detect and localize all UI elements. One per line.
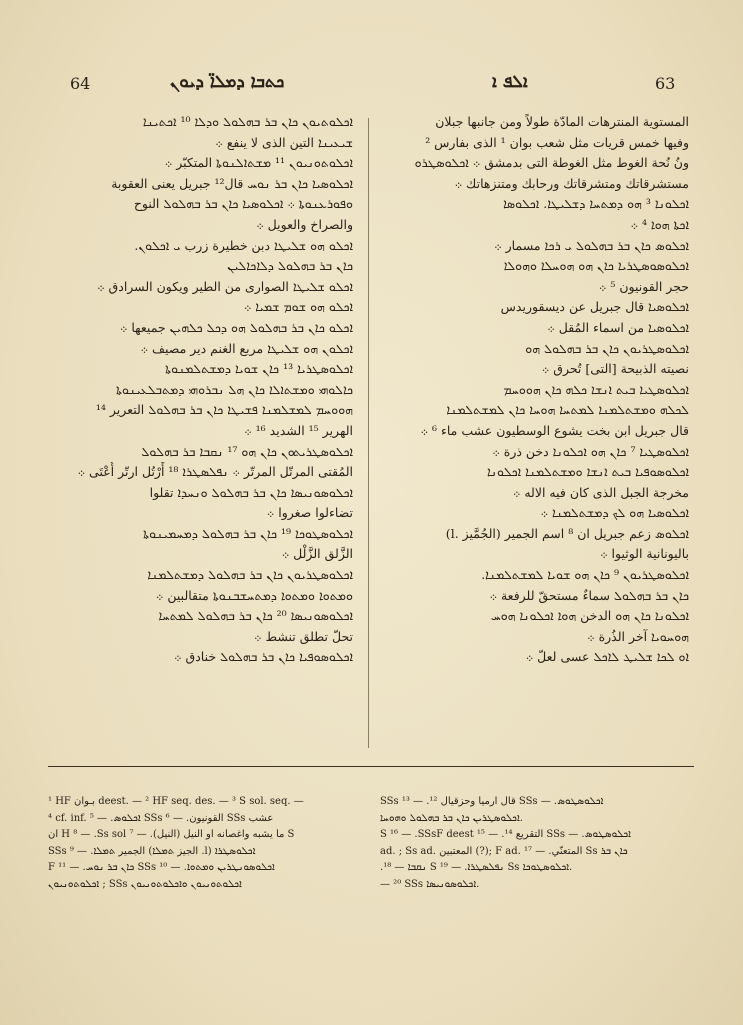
text-line: ܐܟܠܘܣܛܪܝܘܢ ܟܐܢ ܒܪ ܒܗܠܘܠ ܕܡܫܬܠܡܢܐ xyxy=(147,567,353,583)
text-line: ܗܘܚܘܝܐ آخر الذُرة ܀ xyxy=(587,628,689,644)
text-line: والصراخ والعويل ܀ xyxy=(256,216,353,232)
footnote-line: SSs ⁹ — .الجمير ܬܡܠܐ (الجيز ܬܡܠܐ .l) ܐܟܠܘܣܛܪܐ xyxy=(48,845,256,857)
footnote-line: SSs ¹³ — .قال ارميا وحزقيال ¹² SSs — .ܐܟܠܘܣܛܘܣ xyxy=(380,796,604,807)
text-line: قال جبريل ابن بخت يشوع الوسطيون عشب ماء ⁶ ܀ xyxy=(420,422,689,438)
text-line: ܐܟܠܘܣܛܘܟܐ ¹⁹ ܟܐܢ ܒܪ ܒܗܠܘܠ ܕܡܚܡܝܢܘܬܐ xyxy=(143,525,353,541)
text-line: ܫܝܥܝܢܐ التين الذى لا ينفع ܀ xyxy=(215,134,353,150)
text-line: ܐܟܠܘܣܝܐ قال جبريل عن ديسقوريدس xyxy=(500,299,689,315)
footnote-line: ܐܟܠܘܬܘܢܝܘܢ ; SSs ܐܟܠܘܬܘܢܝܘܢ ܘܐܟܠܘܬܘܢܝܘܢ xyxy=(48,878,242,890)
text-line: ܐܟܠܘܣܝܐ ܟܐܢ ܒܪ ܢܘܚ قال¹² جبريل يعنى العقوبة xyxy=(111,175,353,191)
text-line: ܐܟܠܘܢ ܗܘ ܫܠܝܛܐ مربع الغنم دير مصيف ܀ xyxy=(140,340,353,356)
footnote-line: ان H ⁸ — .Ss sol ⁷ — .ما يشبه واغصانه او النيل (النيل) S xyxy=(48,829,295,841)
left-page-number: 64 xyxy=(70,74,91,93)
text-line: ܐܟܠܘ ܗܘ ܫܠܝܛܐ دبن خطيرة زرب ܝ ܐܟܠܘܢ. xyxy=(134,237,353,253)
left-column-text xyxy=(48,112,353,668)
text-line: ܐܟܠܘܢܐ ܟܐܢ ܗܘ الدخن ܗܘܐ ܐܟܠܘܢܐ ܗܘܚ xyxy=(490,608,689,624)
text-line: باليونانية الوثيوا ܀ xyxy=(600,546,689,562)
text-line: ܐܟܠܘܬܝܘܢ ܟܐܢ ܒܪ ܒܗܠܘܠ ܘܕܠܐ ¹⁰ ܐܟܬܝܢܐ xyxy=(142,114,353,129)
text-line: ܠܟܠܗ ܘܡܫܬܠܡܢܐ ܠܡܬܚܐ ܗܘܚܐ ܟܐܢ ܠܡܫܬܠܡܢܐ xyxy=(446,402,689,418)
text-line: ܐܟܠܘܣܝܐ من اسماء المُقل ܀ xyxy=(547,319,689,335)
text-line: ܐܟܠܘܬܘܢܝܘܢ ¹¹ ܡܫܬܐܠܢܘܬܐ المتكبّر ܀ xyxy=(164,155,353,171)
right-running-head: ܐܠܦ ܐ xyxy=(492,72,528,92)
text-line: ܐܟܠܘܣܘܦܝܐ ܒܝܬ ܐܢܫܐ ܘܡܫܬܠܡܢܐ ܐܟܠܘܢܐ xyxy=(486,464,689,480)
text-line: نصيته الذبيحة [التى] تُحرق ܀ xyxy=(541,361,689,377)
text-line: تحلّ تطلق تنشط ܀ xyxy=(254,628,353,644)
footnote-line: S ¹⁶ — .SSsF deest ¹⁵ — .التقريع ¹⁴ SSs — .ܐܟܠܘܣܛܘܣ xyxy=(380,829,631,841)
text-line: ܐܟܠܘܣ ܟܐܢ ܒܪ ܒܗܠܘܠ ܝ ܪܟܐ مسمار ܀ xyxy=(494,237,689,253)
text-line: ܐܟܠܘܢܐ ³ ܗܘ ܕܡܬܚܐ ܕܫܠܝܛܐ. ܐܟܠܘܣܐ xyxy=(503,196,689,212)
text-line: مستشرقاتك ومتشرقاتك ورحابك ومتنزهاتك ܀ xyxy=(454,175,689,191)
footnote-line: — ²⁰ SSs ܐܟܠܘܣܘܢܝܣܐ. xyxy=(380,878,480,890)
footnote-line: F ¹¹ — .ܟܐܢ ܒܪ ܢܘܚ SSs ¹⁰ — .ܐܟܠܘܣܘܢܛܪܝܢ ܘܡܬܘܐ xyxy=(48,862,275,874)
footnote-line: ¹ HF بـوان deest. — ² HF seq. des. — ³ S sol. seq. — xyxy=(48,796,304,807)
text-line: ܐܟܠܘܣܛܝܐ ܒܝܬ ܐܢܫܐ ܟܠܗ ܟܐܢ ܗܘܘܚܡ xyxy=(503,381,689,397)
text-line: ܐܟܠܘܣܘܦܝܐ ܟܐܢ ܒܪ ܒܗܠܘܠ خنادق ܀ xyxy=(174,649,353,665)
column-divider xyxy=(368,118,369,748)
text-line: ܟܐܢ ܒܪ ܒܗܠܘܠ سماءٌ مستحقّ للرفعة ܀ xyxy=(489,587,689,603)
text-line: ܟܐܠܘܗܝ ܘܡܫܬܐܠܐ ܟܐܢ ܗܠ ܢܒܪܘܗܝ ܕܡܬܒܠܥܝܢܘܬܐ xyxy=(115,381,353,397)
text-line: ܐܟܠܘܣܘܣܛܪܝܐ ܟܐܢ ܗܘ ܗܘܚܠܐ ܘܗܘܠܐ xyxy=(503,258,689,274)
text-line: ܐܟܠܘܣܛܝܐ ⁷ ܟܐܢ ܗܘ ܐܟܠܘܢܐ دخن ذرة ܀ xyxy=(492,443,689,459)
text-line: ونُ نُحة الغوط مثل الغوطة التى بدمشق ܀ ܐܟܠܘܣܛܪܘ xyxy=(414,155,689,171)
text-line: ܘܡܬܘܐ ܘܡܬܘܐ ܕܡܬܚܫܒܢܘܬܐ متقالبين ܀ xyxy=(155,587,353,603)
text-line: المستوية المنترهات المادّة طولاً ومن جانبها جبلان xyxy=(435,114,689,129)
text-line: حجر القونيون ⁵ ܀ xyxy=(598,278,689,294)
text-line: ܐܘ ܠܟܐ ܫܠܝܛ ܠܐܟܠ عسى لعلّ ܀ xyxy=(525,649,689,665)
text-line: ܗܘܘܚܡ ܠܡܫܠܡܢܐ ܦܫܝܛܐ ܟܐܢ ܒܪ ܒܗܠܘܠ التعرير ¹⁴ xyxy=(95,402,353,418)
text-line: ܐܟܠܘܣܛܪܝܐ ¹³ ܟܐܢ ܫܘܝܐ ܕܡܫܬܠܡܢܘܬܐ xyxy=(165,361,353,377)
right-footnotes xyxy=(380,794,700,894)
footnote-line: .ܢܩܒܐ — ¹⁸ S ܢܦܠܣܛܪܐ. — ¹⁹ Ss ܐܟܠܘܣܛܘܟܐ. xyxy=(380,862,573,874)
text-line: ܟܐܢ ܒܪ ܒܗܠܘܠ ܕܠܐܟܐܠܝܢ xyxy=(227,258,353,274)
text-line: ܐܟܬܐ ܗܘܐ ⁴ ܀ xyxy=(630,216,689,232)
footnote-line: ܐܟܠܘܣܛܪܝܢ ܟܐܢ ܒܪ ܒܗܠܘܠ ܘܗܘܚܐ. xyxy=(380,812,523,824)
footnote-separator-rule xyxy=(48,766,694,767)
text-line: ܐܟܠܘܣܘܢܝܣܐ ܟܐܢ ܒܪ ܒܗܠܘܠ ܘܢܚܕܐ تقلوا xyxy=(149,484,353,500)
text-line: ܐܟܠܘܣܛܪܝܬܘܢ ܟܐܢ ܗܘ ¹⁷ ܢܩܒܐ ܒܪ ܒܗܠܘܠ xyxy=(141,443,353,459)
footnote-line: ad. ; Ss ad. المعتبين (?); F ad. المتعنّي. — ¹⁷ Ss ܟܐܢ ܒܪ xyxy=(380,845,628,857)
text-line: ܐܟܠܘ ܟܐܢ ܒܪ ܒܗܠܘܠ ܗܘ ܕܟܠ ܟܠܗܝܢ جميعها ܀ xyxy=(119,319,353,335)
text-line: ܘܦܘܪܥܢܘܬܐ ܀ ܐܟܠܘܣܝܐ ܟܐܢ ܒܪ ܒܗܠܘܠ النوح xyxy=(133,196,353,212)
text-line: ܐܟܠܘܣܛܪܝܘܢ ܟܐܢ ܒܪ ܒܗܠܘܠ ܗܘ xyxy=(525,340,689,356)
left-running-head: ܟܬܒܐ ܕܡܠܐ̈ ܕܝܘܢ xyxy=(170,72,285,92)
text-line: ܐܟܠܘܣܛܪܝܘܢ ⁹ ܟܐܢ ܗܘ ܫܘܝܐ ܠܡܫܬܠܡܢܐ. xyxy=(481,567,689,583)
text-line: الزَّلق الزَّلْل ܀ xyxy=(281,546,353,562)
text-line: ܐܟܠܘ ܗܘ ܫܘܡ ܫܡܝܐ ܀ xyxy=(243,299,353,315)
text-line: ܐܟܠܘ ܫܠܝܛܐ الصوارى من الطير ويكون السرادق ܀ xyxy=(97,278,353,294)
text-line: ܐܟܠܘܣܘܢܝܣܐ ²⁰ ܟܐܢ ܒܪ ܒܗܠܘܠ ܠܡܬܚܐ xyxy=(158,608,353,624)
text-line: ܐܟܠܘܣ زعم جبريل ان ⁸ اسم الجمير (الجُمَّيز .l) xyxy=(445,525,689,541)
text-line: المُقتى المرتّل المرتّر ܀ ܢܦܠܣܛܪܐ ¹⁸ أَرْتُل ارتّر أُعْتَى ܀ xyxy=(77,464,353,480)
right-page-number: 63 xyxy=(655,74,676,93)
text-line: وفيها خمس قريات مثل شعب بوان ¹ الذى بفارس ² xyxy=(425,134,689,150)
text-line: تضاءلوا صغروا ܀ xyxy=(266,505,353,521)
right-column-text xyxy=(384,112,689,668)
footnote-line: ⁴ cf. inf. ܐܟܠܘܣ. — ⁵ SSs القونيون. — ⁶ SSs عشب xyxy=(48,812,274,824)
text-line: الهرير ¹⁵ الشديد ¹⁶ ܀ xyxy=(244,422,353,438)
text-line: ܐܟܠܘܣܝܐ ܗܘ ܠܟ ܕܡܫܬܠܡܢܐ ܀ xyxy=(540,505,689,521)
text-line: مخرجة الجبل الذى كان فيه الاله ܀ xyxy=(512,484,689,500)
left-footnotes xyxy=(48,794,368,894)
